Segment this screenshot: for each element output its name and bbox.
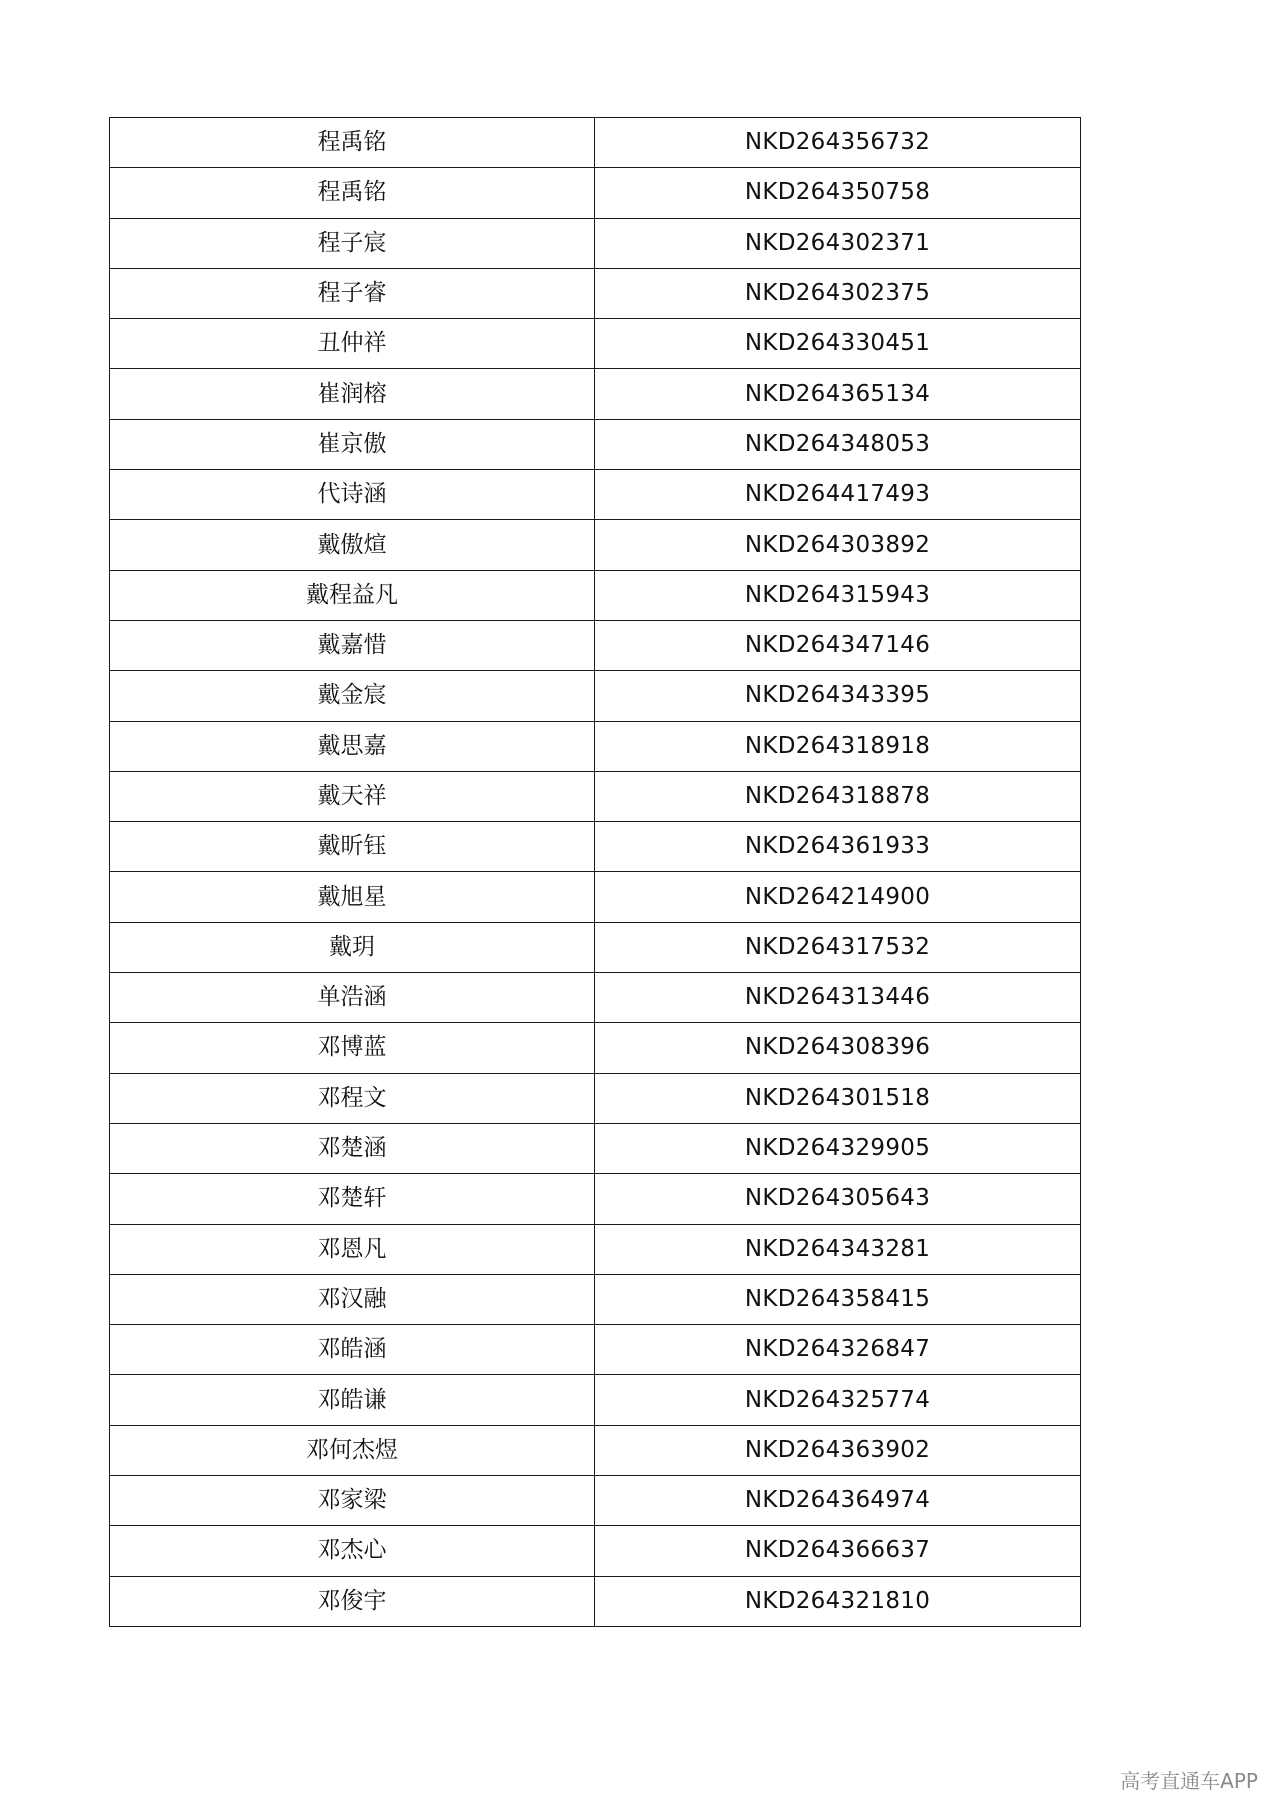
student-name-cell: 邓楚涵: [110, 1123, 595, 1173]
student-name-cell: 戴嘉惜: [110, 620, 595, 670]
table-row: [110, 570, 1081, 620]
table-row: [110, 822, 1081, 872]
table-row: [110, 218, 1081, 268]
student-name-cell: 邓杰心: [110, 1526, 595, 1576]
registration-id-cell: NKD264317532: [595, 922, 1081, 972]
table-row: [110, 268, 1081, 318]
registration-id-cell: NKD264329905: [595, 1123, 1081, 1173]
roster-table-body: [110, 118, 1081, 1627]
student-name-cell: 邓皓涵: [110, 1325, 595, 1375]
table-row: [110, 1274, 1081, 1324]
registration-id-cell: NKD264366637: [595, 1526, 1081, 1576]
table-row: [110, 1526, 1081, 1576]
registration-id-cell: NKD264347146: [595, 620, 1081, 670]
table-row: [110, 1174, 1081, 1224]
registration-id-cell: NKD264330451: [595, 319, 1081, 369]
student-name-cell: 代诗涵: [110, 470, 595, 520]
student-name-cell: 戴天祥: [110, 771, 595, 821]
registration-id-cell: NKD264318918: [595, 721, 1081, 771]
student-name-cell: 丑仲祥: [110, 319, 595, 369]
table-row: [110, 1476, 1081, 1526]
student-name-cell: 邓家梁: [110, 1476, 595, 1526]
registration-id-cell: NKD264313446: [595, 973, 1081, 1023]
table-row: [110, 973, 1081, 1023]
watermark: 高考直通车APP: [1120, 1769, 1258, 1793]
registration-id-cell: NKD264348053: [595, 419, 1081, 469]
table-row: [110, 1073, 1081, 1123]
table-row: [110, 1375, 1081, 1425]
student-name-cell: 邓楚轩: [110, 1174, 595, 1224]
student-name-cell: 戴旭星: [110, 872, 595, 922]
student-name-cell: 戴昕钰: [110, 822, 595, 872]
table-row: [110, 1325, 1081, 1375]
student-name-cell: 程禹铭: [110, 118, 595, 168]
student-name-cell: 邓程文: [110, 1073, 595, 1123]
registration-id-cell: NKD264321810: [595, 1576, 1081, 1626]
student-name-cell: 程子睿: [110, 268, 595, 318]
registration-id-cell: NKD264326847: [595, 1325, 1081, 1375]
table-row: [110, 1023, 1081, 1073]
table-row: [110, 118, 1081, 168]
table-row: [110, 168, 1081, 218]
registration-id-cell: NKD264303892: [595, 520, 1081, 570]
registration-id-cell: NKD264308396: [595, 1023, 1081, 1073]
registration-id-cell: NKD264305643: [595, 1174, 1081, 1224]
student-name-cell: 邓恩凡: [110, 1224, 595, 1274]
student-name-cell: 崔京傲: [110, 419, 595, 469]
registration-id-cell: NKD264318878: [595, 771, 1081, 821]
table-row: [110, 1123, 1081, 1173]
table-row: [110, 319, 1081, 369]
student-name-cell: 邓何杰煜: [110, 1425, 595, 1475]
table-row: [110, 520, 1081, 570]
table-row: [110, 771, 1081, 821]
registration-id-cell: NKD264356732: [595, 118, 1081, 168]
table-row: [110, 671, 1081, 721]
registration-id-cell: NKD264302375: [595, 268, 1081, 318]
table-row: [110, 922, 1081, 972]
student-name-cell: 戴傲煊: [110, 520, 595, 570]
student-name-cell: 邓皓谦: [110, 1375, 595, 1425]
student-name-cell: 程禹铭: [110, 168, 595, 218]
registration-id-cell: NKD264350758: [595, 168, 1081, 218]
student-name-cell: 邓博蓝: [110, 1023, 595, 1073]
table-row: [110, 620, 1081, 670]
registration-id-cell: NKD264365134: [595, 369, 1081, 419]
registration-id-cell: NKD264343395: [595, 671, 1081, 721]
student-name-cell: 邓俊宇: [110, 1576, 595, 1626]
registration-id-cell: NKD264214900: [595, 872, 1081, 922]
student-name-cell: 戴玥: [110, 922, 595, 972]
table-row: [110, 1224, 1081, 1274]
student-name-cell: 程子宸: [110, 218, 595, 268]
registration-id-cell: NKD264417493: [595, 470, 1081, 520]
student-name-cell: 邓汉融: [110, 1274, 595, 1324]
student-name-cell: 戴程益凡: [110, 570, 595, 620]
roster-table: [109, 117, 1081, 1627]
registration-id-cell: NKD264363902: [595, 1425, 1081, 1475]
registration-id-cell: NKD264364974: [595, 1476, 1081, 1526]
registration-id-cell: NKD264315943: [595, 570, 1081, 620]
table-row: [110, 369, 1081, 419]
student-name-cell: 戴思嘉: [110, 721, 595, 771]
table-row: [110, 470, 1081, 520]
table-row: [110, 721, 1081, 771]
table-row: [110, 419, 1081, 469]
table-row: [110, 872, 1081, 922]
student-name-cell: 崔润榕: [110, 369, 595, 419]
registration-id-cell: NKD264301518: [595, 1073, 1081, 1123]
student-name-cell: 单浩涵: [110, 973, 595, 1023]
registration-id-cell: NKD264302371: [595, 218, 1081, 268]
student-name-cell: 戴金宸: [110, 671, 595, 721]
registration-id-cell: NKD264325774: [595, 1375, 1081, 1425]
table-row: [110, 1425, 1081, 1475]
table-row: [110, 1576, 1081, 1626]
registration-id-cell: NKD264361933: [595, 822, 1081, 872]
registration-id-cell: NKD264358415: [595, 1274, 1081, 1324]
registration-id-cell: NKD264343281: [595, 1224, 1081, 1274]
